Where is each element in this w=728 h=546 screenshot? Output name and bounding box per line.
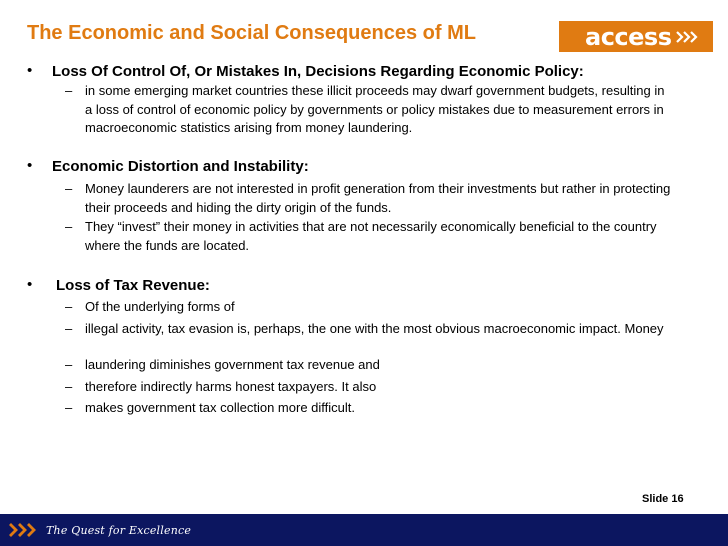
dash-icon: – [65,181,73,196]
list-item: They “invest” their money in activities that are not necessarily economically beneficial to the country where the funds are located. [85,219,657,253]
access-logo [559,21,713,52]
section-heading-tax-revenue: Loss of Tax Revenue: [56,277,210,294]
list-item: makes government tax collection more difficult. [85,400,355,415]
dash-icon: – [65,400,73,415]
triple-chevron-icon [8,522,38,538]
footer-tagline: The Quest for Excellence [46,523,192,537]
dash-icon: – [65,83,73,98]
dash-icon: – [65,357,73,372]
dash-icon: – [65,299,73,314]
list-item: illegal activity, tax evasion is, perhaps, the one with the most obvious macroeconomic impact. Money [85,321,664,336]
bullet-icon: • [27,157,33,174]
slide-title: The Economic and Social Consequences of ML [27,22,476,44]
triple-chevron-icon [676,30,700,44]
list-item: in some emerging market countries these illicit proceeds may dwarf government budgets, resulting in a loss of control of economic policy by governments or policy mistakes due to measurement errors in macroeconomic statistics arising from money laundering. [85,83,665,135]
logo-text: access [585,22,672,51]
slide-number: Slide 16 [642,493,684,505]
bullet-icon: • [27,62,33,79]
bullet-icon: • [27,276,33,293]
list-item: Money launderers are not interested in profit generation from their investments but rather in protecting their proceeds and hiding the dirty origin of the funds. [85,181,671,215]
section-heading-economic-distortion: Economic Distortion and Instability: [52,158,309,175]
footer-bar [0,514,728,546]
dash-icon: – [65,219,73,234]
section-heading-economic-policy: Loss Of Control Of, Or Mistakes In, Decisions Regarding Economic Policy: [52,63,584,80]
dash-icon: – [65,321,73,336]
list-item: Of the underlying forms of [85,299,235,314]
dash-icon: – [65,379,73,394]
list-item: therefore indirectly harms honest taxpayers. It also [85,379,377,394]
list-item: laundering diminishes government tax revenue and [85,357,380,372]
